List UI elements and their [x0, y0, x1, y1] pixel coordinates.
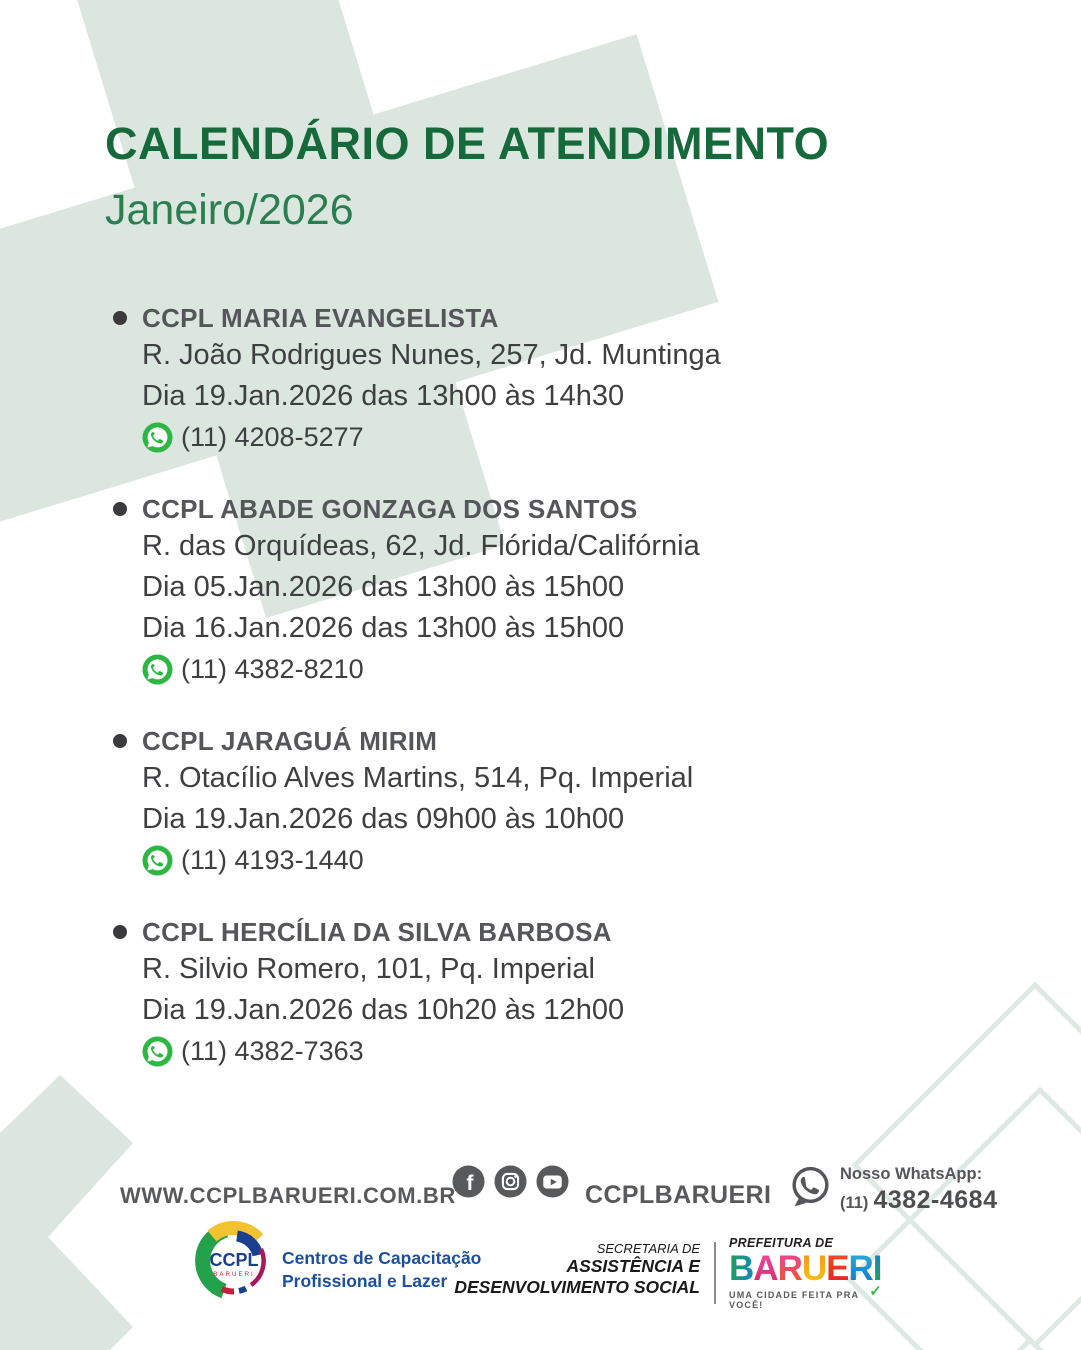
whatsapp-label: Nosso WhatsApp:: [840, 1165, 983, 1183]
bullet-icon: [113, 311, 127, 325]
barueri-letter: A: [753, 1249, 778, 1288]
bullet-icon: [113, 925, 127, 939]
ccpl-text-line1: Centros de Capacitação: [282, 1248, 482, 1268]
barueri-logo: [729, 1236, 891, 1310]
facebook-icon[interactable]: [452, 1165, 485, 1198]
page-title: CALENDÁRIO DE ATENDIMENTO: [105, 118, 830, 169]
secretaria-line1: SECRETARIA DE: [596, 1241, 700, 1256]
barueri-letter: R: [848, 1249, 873, 1288]
location-item: [105, 302, 985, 455]
location-list: [105, 302, 985, 1069]
barueri-tagline-text: UMA CIDADE FEITA PRA VOCÊ!: [729, 1290, 859, 1310]
location-date: Dia 19.Jan.2026 das 13h00 às 14h30: [142, 380, 625, 412]
phone-link[interactable]: [142, 842, 985, 878]
bullet-icon: [113, 734, 127, 748]
location-address: R. Silvio Romero, 101, Pq. Imperial: [142, 953, 595, 985]
whatsapp-icon: [142, 422, 173, 453]
location-address: R. das Orquídeas, 62, Jd. Flórida/Califórnia: [142, 530, 700, 562]
location-name: CCPL MARIA EVANGELISTA: [142, 303, 499, 333]
youtube-icon[interactable]: [536, 1165, 569, 1198]
ccpl-logo: [194, 1221, 274, 1301]
whatsapp-icon: [142, 1036, 173, 1067]
phone-number: (11) 4208-5277: [181, 421, 364, 452]
ccpl-text-line2: Profissional e Lazer: [282, 1271, 448, 1291]
secretaria-label: [448, 1241, 700, 1298]
whatsapp-outline-icon: [786, 1162, 835, 1211]
phone-number: (11) 4382-8210: [181, 653, 364, 684]
phone-link[interactable]: [142, 419, 985, 455]
main-content: [105, 118, 985, 1069]
whatsapp-icon: [142, 654, 173, 685]
barueri-tagline: [729, 1283, 891, 1310]
check-icon: ✓: [869, 1283, 883, 1300]
location-date: Dia 05.Jan.2026 das 13h00 às 15h00: [142, 571, 625, 603]
phone-number: (11) 4193-1440: [181, 844, 364, 875]
prefeitura-label: PREFEITURA DE: [729, 1236, 834, 1250]
phone-number: (11) 4382-7363: [181, 1035, 364, 1066]
instagram-icon[interactable]: [494, 1165, 527, 1198]
location-name: CCPL HERCÍLIA DA SILVA BARBOSA: [142, 917, 612, 947]
whatsapp-contact[interactable]: [840, 1165, 998, 1215]
whatsapp-number: 4382-4684: [873, 1186, 998, 1214]
logo-divider: [714, 1242, 716, 1304]
location-address: R. João Rodrigues Nunes, 257, Jd. Muntinga: [142, 339, 721, 371]
social-handle[interactable]: CCPLBARUERI: [585, 1181, 772, 1209]
ccpl-city: BARUERI: [213, 1271, 255, 1278]
location-name: CCPL JARAGUÁ MIRIM: [142, 726, 438, 756]
phone-link[interactable]: [142, 1033, 985, 1069]
whatsapp-icon: [142, 845, 173, 876]
secretaria-line2: ASSISTÊNCIA E: [566, 1256, 700, 1276]
svg-text:f: f: [466, 1170, 474, 1195]
barueri-wordmark: [729, 1251, 891, 1287]
secretaria-line3: DESENVOLVIMENTO SOCIAL: [454, 1277, 700, 1297]
location-item: [105, 725, 985, 878]
phone-link[interactable]: [142, 651, 985, 687]
ccpl-acronym: CCPL: [209, 1250, 259, 1270]
bullet-icon: [113, 502, 127, 516]
chevron-shape: [0, 1075, 133, 1350]
barueri-letter: E: [826, 1249, 849, 1288]
location-date: Dia 19.Jan.2026 das 10h20 às 12h00: [142, 994, 625, 1026]
barueri-letter: I: [872, 1249, 882, 1288]
location-date: Dia 19.Jan.2026 das 09h00 às 10h00: [142, 803, 625, 835]
whatsapp-prefix: (11): [840, 1194, 869, 1212]
social-icons: [452, 1165, 569, 1198]
barueri-letter: U: [801, 1249, 827, 1288]
location-item: [105, 916, 985, 1069]
website-link[interactable]: WWW.CCPLBARUERI.COM.BR: [120, 1183, 456, 1208]
location-address: R. Otacílio Alves Martins, 514, Pq. Imperial: [142, 762, 694, 794]
barueri-letter: B: [729, 1249, 754, 1288]
location-date: Dia 16.Jan.2026 das 13h00 às 15h00: [142, 612, 625, 644]
barueri-letter: R: [777, 1249, 802, 1288]
location-item: [105, 493, 985, 687]
location-name: CCPL ABADE GONZAGA DOS SANTOS: [142, 494, 638, 524]
page-subtitle: Janeiro/2026: [105, 186, 354, 234]
